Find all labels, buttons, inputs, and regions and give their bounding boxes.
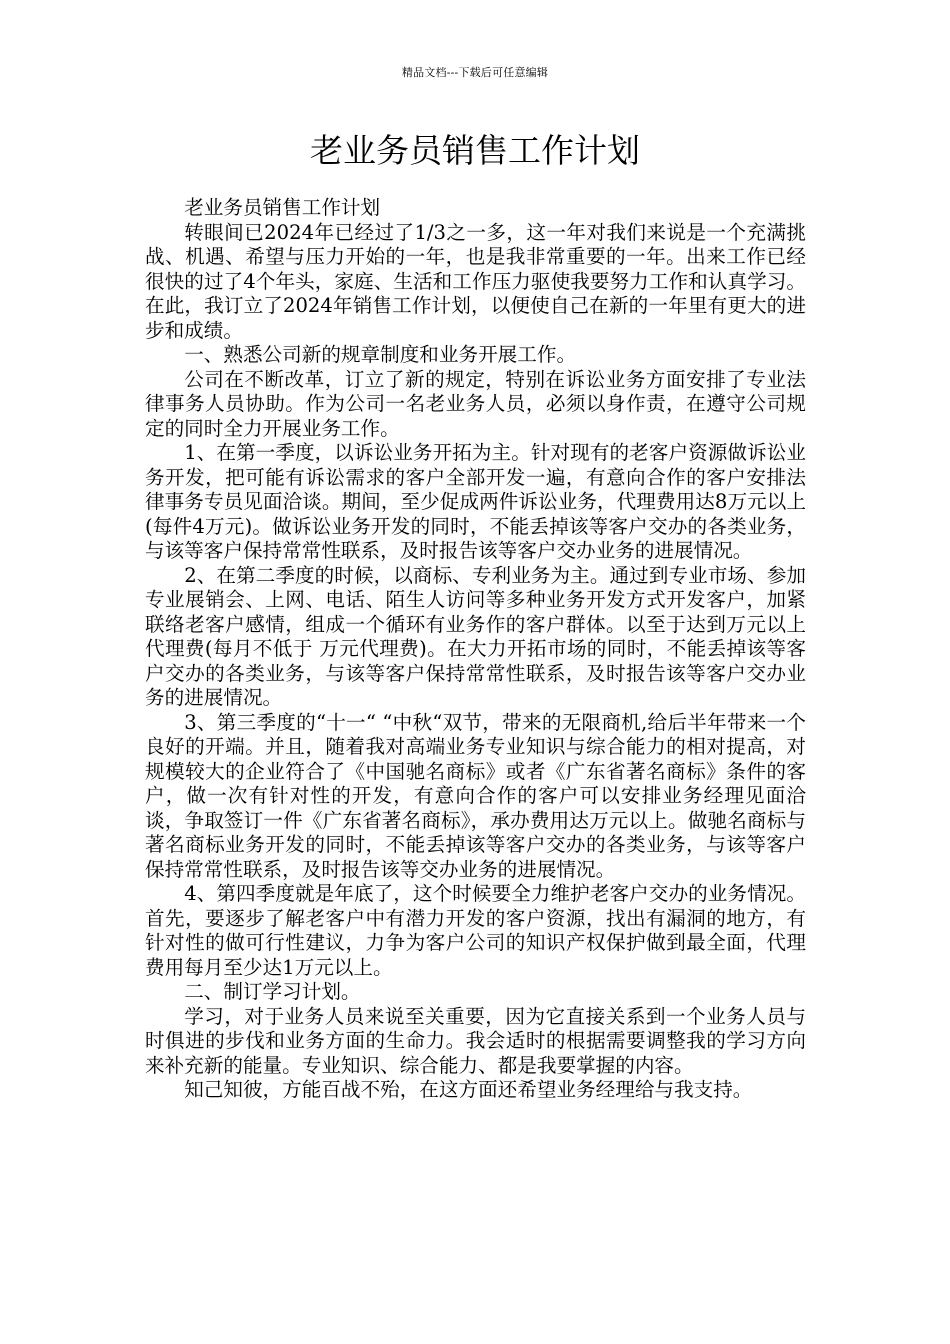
page-header-note: 精品文档---下载后可任意编辑 [401,66,549,79]
paragraph-subtitle: 老业务员销售工作计划 [184,196,381,219]
paragraph-intro: 转眼间已2024年已经过了1/3之一多，这一年对我们来说是一个充满挑战、机遇、希望与压力开始的一年，也是我非常重要的一年。出来工作已经很快的过了4个年头，家庭、生活和工作压力驱使我要努力工作和认真学习。在此，我订立了2024年销售工作计划，以便使自己在新的一年里有更大的进步和成绩。 [145,220,806,342]
paragraph-study: 学习，对于业务人员来说至关重要，因为它直接关系到一个业务人员与时俱进的步伐和业务方面的生命力。我会适时的根据需要调整我的学习方向来补充新的能量。专业知识、综合能力、都是我要掌握的内容。 [145,1004,806,1077]
paragraph-q4: 4、第四季度就是年底了，这个时候要全力维护老客户交办的业务情况。首先，要逐步了解老客户中有潜力开发的客户资源，找出有漏洞的地方，有针对性的做可行性建议，力争为客户公司的知识产权保护做到最全面，代理费用每月至少达1万元以上。 [145,882,806,979]
paragraph-q2: 2、在第二季度的时候，以商标、专利业务为主。通过到专业市场、参加专业展销会、上网、电话、陌生人访问等多种业务开发方式开发客户，加紧联络老客户感情，组成一个循环有业务作的客户群体。以至于达到万元以上代理费(每月不低于 万元代理费)。在大力开拓市场的同时，不能丢掉该等客户交办的各类业务，与该等客户保持常常性联系，及时报告该等客户交办业务的进展情况。 [145,563,806,709]
section-heading-2: 二、制订学习计划。 [184,980,361,1003]
paragraph-q3: 3、第三季度的“十一“ “中秋“双节，带来的无限商机,给后半年带来一个良好的开端。并且，随着我对高端业务专业知识与综合能力的相对提高，对规模较大的企业符合了《中国驰名商标》或者《广东省著名商标》条件的客户，做一次有针对性的开发，有意向合作的客户可以安排业务经理见面洽谈，争取签订一件《广东省著名商标》，承办费用达万元以上。做驰名商标与著名商标业务开发的同时，不能丢掉该等客户交办的各类业务，与该等客户保持常常性联系，及时报告该等交办业务的进展情况。 [145,710,806,881]
document-title: 老业务员销售工作计划 [310,131,640,170]
section-heading-1: 一、熟悉公司新的规章制度和业务开展工作。 [184,343,577,366]
paragraph-company-rules: 公司在不断改革，订立了新的规定，特别在诉讼业务方面安排了专业法律事务人员协助。作为公司一名老业务人员，必须以身作责，在遵守公司规定的同时全力开展业务工作。 [145,367,806,440]
paragraph-closing: 知己知彼，方能百战不殆，在这方面还希望业务经理给与我支持。 [184,1078,753,1101]
paragraph-q1: 1、在第一季度，以诉讼业务开拓为主。针对现有的老客户资源做诉讼业务开发，把可能有诉讼需求的客户全部开发一遍，有意向合作的客户安排法律事务专员见面洽谈。期间，至少促成两件诉讼业务，代理费用达8万元以上(每件4万元)。做诉讼业务开发的同时，不能丢掉该等客户交办的各类业务，与该等客户保持常常性联系，及时报告该等客户交办业务的进展情况。 [145,441,806,562]
document-body [145,196,806,1103]
